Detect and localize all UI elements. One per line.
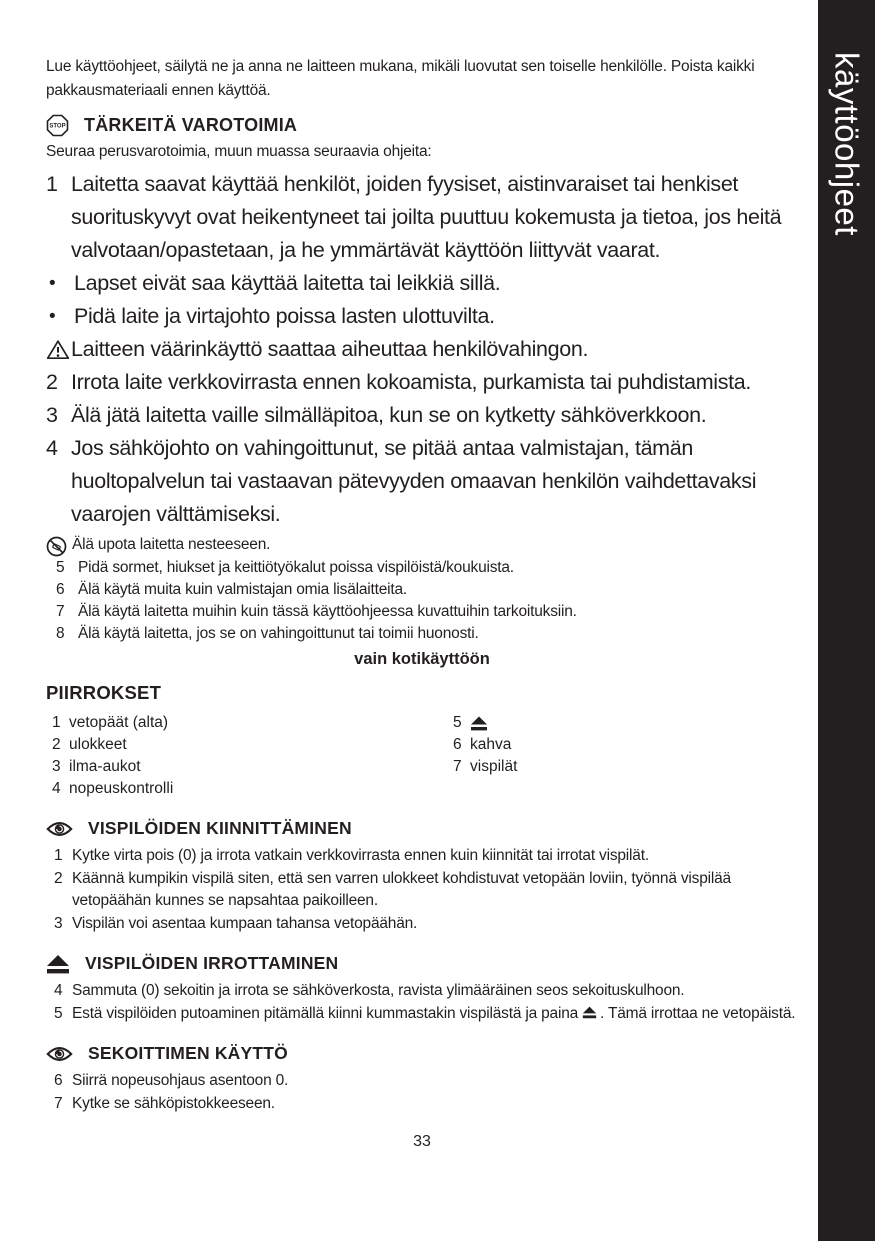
item-text: Pidä sormet, hiukset ja keittiötyökalut poissa vispilöistä/koukuista. bbox=[78, 559, 514, 576]
list-item bbox=[46, 601, 798, 623]
item-text-after: . Tämä irrottaa ne vetopäistä. bbox=[600, 1004, 796, 1022]
key-number: 5 bbox=[453, 714, 462, 731]
diagram-key-right-column bbox=[447, 712, 517, 800]
item-text: Vispilän voi asentaa kumpaan tahansa vetopäähän. bbox=[72, 914, 418, 932]
item-number: 1 bbox=[46, 172, 58, 196]
item-text: Pidä laite ja virtajohto poissa lasten ulottuvilta. bbox=[74, 304, 495, 328]
section-items bbox=[46, 980, 798, 1025]
key-number: 7 bbox=[453, 758, 462, 775]
list-item bbox=[46, 557, 798, 579]
item-text: Älä upota laitetta nesteeseen. bbox=[72, 536, 271, 553]
item-number: 6 bbox=[56, 581, 65, 598]
eject-icon bbox=[470, 716, 488, 731]
manual-page-content bbox=[46, 55, 798, 1151]
section-heading: SEKOITTIMEN KÄYTTÖ bbox=[88, 1043, 288, 1063]
section-heading-row bbox=[46, 816, 798, 841]
diagram-key-row bbox=[46, 778, 447, 800]
diagram-key-row bbox=[447, 734, 517, 756]
list-item bbox=[46, 267, 798, 300]
list-item bbox=[46, 366, 798, 399]
bullet-marker: • bbox=[49, 273, 56, 294]
item-number: 6 bbox=[54, 1072, 63, 1089]
item-text: Irrota laite verkkovirrasta ennen kokoamista, purkamista tai puhdistamista. bbox=[71, 370, 751, 394]
household-use-note: vain kotikäyttöön bbox=[354, 650, 490, 668]
diagram-key-row bbox=[447, 712, 517, 734]
sidebar-label: käyttöohjeet bbox=[828, 52, 866, 236]
key-label: ilma-aukot bbox=[69, 758, 141, 775]
diagram-key-row bbox=[46, 712, 447, 734]
item-text: Laitetta saavat käyttää henkilöt, joiden fyysiset, aistinvaraiset tai henkiset suorituskyvyt ovat heikentyneet tai joilta puuttuu kokemusta ja tietoa, jos heitä valvotaan/opastetaan, ja he ymmärtävät käyttöön liittyvät vaarat. bbox=[71, 172, 782, 262]
svg-text:STOP: STOP bbox=[49, 123, 66, 130]
warning-icon bbox=[46, 339, 70, 360]
bullet-marker: • bbox=[49, 306, 56, 327]
item-number: 4 bbox=[54, 982, 63, 999]
diagram-key-row bbox=[46, 734, 447, 756]
item-number: 2 bbox=[54, 869, 63, 887]
list-item bbox=[46, 579, 798, 601]
item-text-before: Estä vispilöiden putoaminen pitämällä kiinni kummastakin vispilästä ja paina bbox=[72, 1004, 579, 1022]
section-items bbox=[46, 845, 798, 935]
key-number: 2 bbox=[52, 736, 61, 753]
item-marker bbox=[46, 534, 72, 557]
section-heading: VISPILÖIDEN KIINNITTÄMINEN bbox=[88, 818, 352, 838]
list-item bbox=[46, 168, 798, 267]
intro-paragraph: Lue käyttöohjeet, säilytä ne ja anna ne laitteen mukana, mikäli luovutat sen toiselle henkilölle. Poista kaikki pakkausmateriaali ennen käyttöä. bbox=[46, 58, 755, 99]
key-icon bbox=[466, 716, 488, 731]
item-marker bbox=[46, 333, 71, 366]
list-item bbox=[46, 1003, 798, 1026]
diagram-key-row bbox=[46, 756, 447, 778]
item-number: 4 bbox=[46, 436, 58, 460]
item-text: Älä käytä laitetta, jos se on vahingoittunut tai toimii huonosti. bbox=[78, 625, 479, 642]
key-label: vetopäät (alta) bbox=[69, 714, 169, 731]
eye-icon bbox=[46, 820, 73, 838]
item-text: Laitteen väärinkäyttö saattaa aiheuttaa henkilövahingon. bbox=[71, 337, 589, 361]
item-text: Sammuta (0) sekoitin ja irrota se sähköverkosta, ravista ylimääräinen seos sekoituskulhoon. bbox=[72, 982, 685, 999]
key-number: 3 bbox=[52, 758, 61, 775]
key-number: 6 bbox=[453, 736, 462, 753]
sidebar-tab bbox=[818, 0, 875, 1241]
key-label: kahva bbox=[470, 736, 512, 753]
item-text: Lapset eivät saa käyttää laitetta tai leikkiä sillä. bbox=[74, 271, 501, 295]
item-text: Siirrä nopeusohjaus asentoon 0. bbox=[72, 1072, 289, 1089]
diagram-key-left-column bbox=[46, 712, 447, 800]
item-number: 8 bbox=[56, 625, 65, 642]
section-using-mixer bbox=[46, 1041, 798, 1115]
list-item bbox=[46, 300, 798, 333]
section-heading: VISPILÖIDEN IRROTTAMINEN bbox=[85, 953, 339, 973]
safety-subheading: Seuraa perusvarotoimia, muun muassa seuraavia ohjeita: bbox=[46, 143, 432, 160]
item-text: Jos sähköjohto on vahingoittunut, se pitää antaa valmistajan, tämän huoltopalvelun tai vastaavan pätevyyden omaavan henkilön vaihdettavaksi vaarojen välttämiseksi. bbox=[71, 436, 757, 526]
list-item bbox=[46, 534, 798, 557]
no-immersion-icon bbox=[46, 536, 67, 557]
list-item bbox=[46, 980, 798, 1003]
item-text: Kytke se sähköpistokkeeseen. bbox=[72, 1094, 275, 1112]
key-label: nopeuskontrolli bbox=[69, 780, 174, 797]
section-items bbox=[46, 1070, 798, 1115]
list-item bbox=[46, 868, 798, 913]
list-item bbox=[46, 399, 798, 432]
item-text bbox=[72, 1003, 798, 1026]
item-text: Älä käytä laitetta muihin kuin tässä käyttöohjeessa kuvattuihin tarkoituksiin. bbox=[78, 603, 577, 620]
key-number: 4 bbox=[52, 780, 61, 797]
section-heading-row bbox=[46, 1041, 798, 1066]
list-item bbox=[46, 623, 798, 645]
diagrams-heading: PIIRROKSET bbox=[46, 682, 162, 703]
list-item bbox=[46, 432, 798, 531]
safety-small-list bbox=[46, 534, 798, 645]
diagram-key-row bbox=[447, 756, 517, 778]
item-number: 1 bbox=[54, 847, 63, 864]
stop-icon bbox=[46, 114, 69, 137]
eye-icon bbox=[46, 1045, 73, 1063]
eject-icon bbox=[582, 1006, 597, 1019]
item-text: Käännä kumpikin vispilä siten, että sen varren ulokkeet kohdistuvat vetopään loviin, työnnä vispilää vetopäähän kunnes se napsahtaa paikoilleen. bbox=[72, 869, 731, 909]
list-item bbox=[46, 913, 798, 936]
section-heading-row bbox=[46, 951, 798, 976]
item-number: 7 bbox=[56, 603, 65, 620]
key-number: 1 bbox=[52, 714, 61, 731]
list-item bbox=[46, 1093, 798, 1116]
list-item bbox=[46, 1070, 798, 1093]
page-number: 33 bbox=[413, 1133, 431, 1150]
safety-heading: TÄRKEITÄ VAROTOIMIA bbox=[84, 114, 298, 135]
item-number: 7 bbox=[54, 1094, 63, 1112]
section-attaching-whisks bbox=[46, 816, 798, 935]
key-label: ulokkeet bbox=[69, 736, 127, 753]
item-number: 5 bbox=[54, 1004, 63, 1022]
list-item bbox=[46, 333, 798, 366]
item-number: 2 bbox=[46, 370, 58, 394]
safety-heading-row bbox=[46, 112, 798, 138]
list-item bbox=[46, 845, 798, 868]
eject-icon bbox=[46, 954, 70, 974]
item-number: 3 bbox=[46, 403, 58, 427]
section-removing-whisks bbox=[46, 951, 798, 1025]
item-text: Älä käytä muita kuin valmistajan omia lisälaitteita. bbox=[78, 581, 408, 598]
safety-large-list bbox=[46, 168, 798, 531]
item-number: 3 bbox=[54, 914, 63, 932]
diagram-key-columns bbox=[46, 712, 798, 800]
item-number: 5 bbox=[56, 559, 65, 576]
item-text: Älä jätä laitetta vaille silmälläpitoa, kun se on kytketty sähköverkkoon. bbox=[71, 403, 707, 427]
key-label: vispilät bbox=[470, 758, 518, 775]
item-text: Kytke virta pois (0) ja irrota vatkain verkkovirrasta ennen kuin kiinnität tai irrotat vispilät. bbox=[72, 847, 649, 864]
